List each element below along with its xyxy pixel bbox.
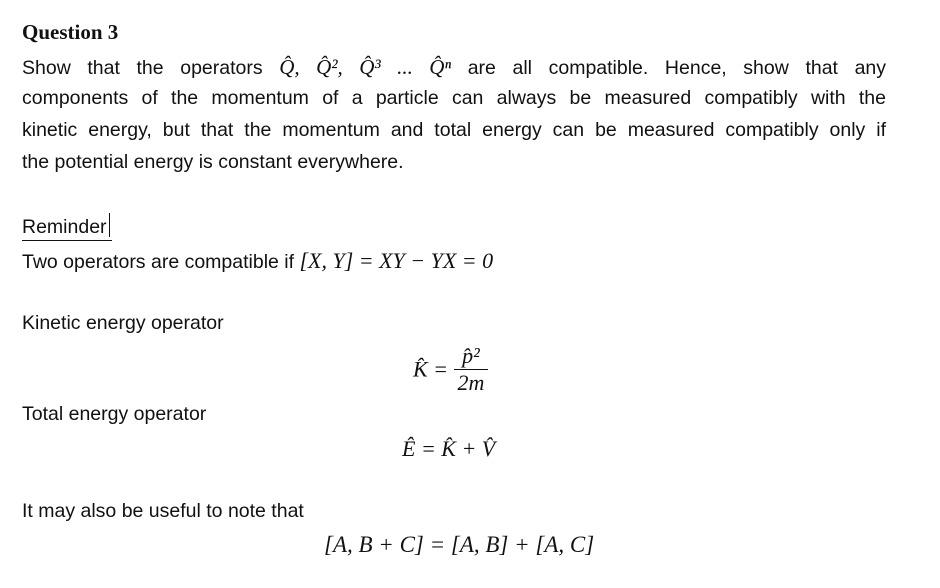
paragraph-line-1-text-b: are all compatible. Hence, show that any xyxy=(451,57,887,79)
paragraph-line-1 xyxy=(22,55,886,80)
reminder-text: Two operators are compatible if xyxy=(22,251,300,273)
reminder-heading-text: Reminder xyxy=(22,216,107,238)
kinetic-denominator: 2m xyxy=(457,370,485,395)
paragraph-line-4: the potential energy is constant everywhere. xyxy=(22,151,404,173)
commutator-definition: [X, Y] = XY − YX = 0 xyxy=(299,248,494,273)
total-energy-label: Total energy operator xyxy=(22,403,207,425)
note-label: It may also be useful to note that xyxy=(22,500,304,522)
total-energy-equation: Ê = K̂ + V̂ xyxy=(402,436,496,461)
text-cursor xyxy=(109,213,111,237)
kinetic-energy-equation xyxy=(413,343,488,396)
operators-formula: Q̂, Q̂², Q̂³ ... Q̂ⁿ xyxy=(279,55,452,79)
kinetic-numerator: p̂² xyxy=(454,343,489,370)
kinetic-fraction xyxy=(454,343,489,396)
commutator-identity: [A, B + C] = [A, B] + [A, C] xyxy=(324,532,595,557)
reminder-heading xyxy=(22,213,112,241)
paragraph-line-3: kinetic energy, but that the momentum and total energy can be measured compatibly only if xyxy=(22,119,886,141)
kinetic-energy-label: Kinetic energy operator xyxy=(22,312,224,334)
kinetic-lhs: K̂ = xyxy=(413,356,449,382)
question-title: Question 3 xyxy=(22,20,119,44)
paragraph-line-2: components of the momentum of a particle can always be measured compatibly with the xyxy=(22,87,886,109)
paragraph-line-1-text-a: Show that the operators xyxy=(22,57,280,79)
reminder-line xyxy=(22,248,493,274)
